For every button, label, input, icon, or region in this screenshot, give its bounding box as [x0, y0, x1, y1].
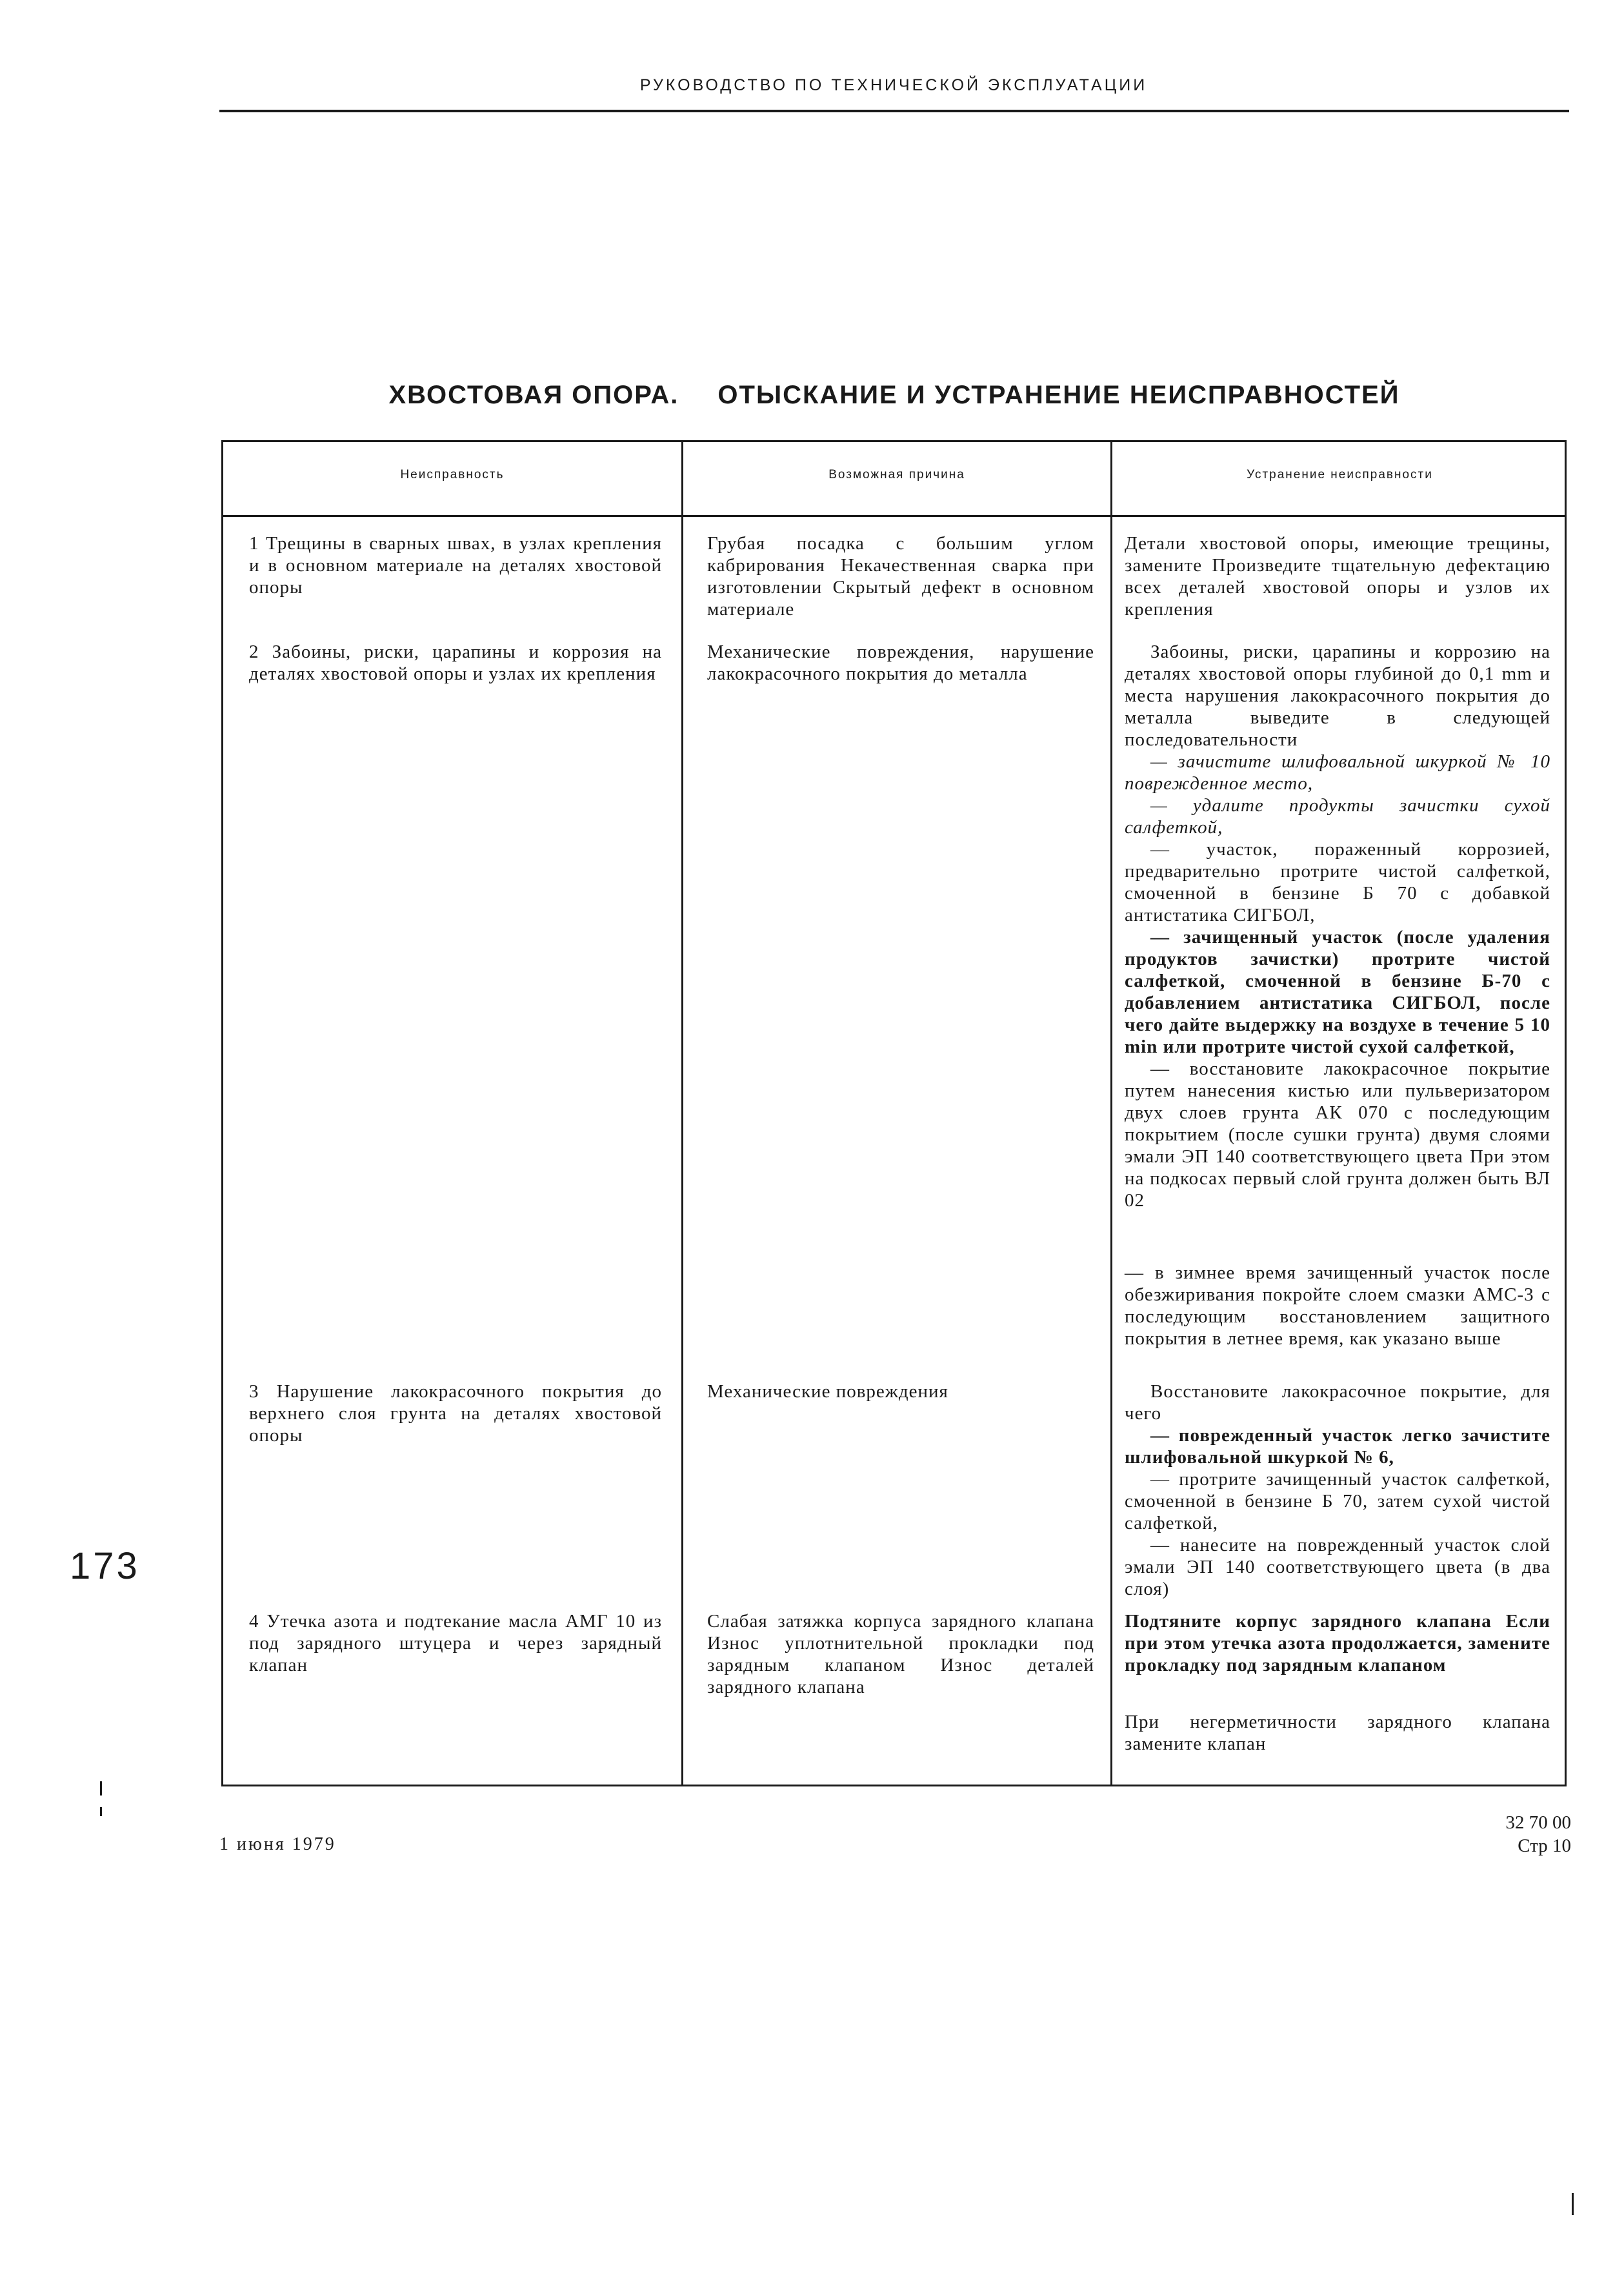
margin-tick — [1572, 2193, 1574, 2215]
header-divider — [223, 515, 1565, 517]
footer-page-number: Стр 10 — [1518, 1836, 1571, 1856]
running-header: РУКОВОДСТВО ПО ТЕХНИЧЕСКОЙ ЭКСПЛУАТАЦИИ — [639, 76, 1148, 94]
row-1-fault: 1 Трещины в сварных швах, в узлах крепления и в основном материале на деталях хвостовой опоры — [249, 533, 662, 598]
row-1-remedy: Детали хвостовой опоры, имеющие трещины, замените Произведите тщательную дефектацию всех деталей хвостовой опоры и узлов их крепления — [1125, 533, 1550, 620]
row-2-remedy-winter: — в зимнее время зачищенный участок после обезжиривания покройте слоем смазки АМС-3 с последующим восстановлением защитного покрытия в летнее время, как указано выше — [1125, 1262, 1550, 1349]
title-part-1: ХВОСТОВАЯ ОПОРА. — [388, 381, 679, 409]
row-3-remedy-intro: Восстановите лакокрасочное покрытие, для чего — [1125, 1381, 1550, 1424]
row-1-cause: Грубая посадка с большим углом кабрирования Некачественная сварка при изготовлении Скрытый дефект в основном материале — [707, 533, 1094, 620]
row-2-remedy — [1125, 641, 1550, 1211]
row-2-remedy-intro: Забоины, риски, царапины и коррозию на деталях хвостовой опоры глубиной до 0,1 mm и места нарушения лакокрасочного покрытия до металла выведите в следующей последовательности — [1125, 642, 1550, 750]
row-2-remedy-step: — удалите продукты зачистки сухой салфеткой, — [1125, 795, 1550, 838]
margin-tick — [100, 1807, 102, 1816]
page-title — [219, 381, 1569, 410]
row-2-remedy-step: — восстановите лакокрасочное покрытие путем нанесения кистью или пульверизатором двух слоев грунта АК 070 с последующим покрытием (после сушки грунта) двумя слоями эмали ЭП 140 соответствующего цвета При этом на подкосах первый слой грунта должен быть ВЛ 02 — [1125, 1058, 1550, 1211]
row-3-remedy-step: — поврежденный участок легко зачистите шлифовальной шкуркой № 6, — [1125, 1425, 1550, 1468]
row-4-cause: Слабая затяжка корпуса зарядного клапана Износ уплотнительной прокладки под зарядным клапаном Износ деталей зарядного клапана — [707, 1611, 1094, 1697]
footer-page-info — [1506, 1811, 1572, 1857]
troubleshooting-table — [221, 440, 1567, 1786]
margin-tick — [100, 1781, 102, 1795]
header-rule — [219, 110, 1569, 112]
row-4-remedy: Подтяните корпус зарядного клапана Если при этом утечка азота продолжается, замените прокладку под зарядным клапаном — [1125, 1611, 1550, 1675]
row-3-remedy — [1125, 1381, 1550, 1600]
row-2-remedy-step: — зачистите шлифовальной шкуркой № 10 поврежденное место, — [1125, 751, 1550, 794]
row-3-remedy-step: — нанесите на поврежденный участок слой эмали ЭП 140 соответствующего цвета (в два слоя) — [1125, 1535, 1550, 1599]
margin-handwritten-mark: 173 — [70, 1545, 140, 1587]
footer-date: 1 июня 1979 — [219, 1834, 336, 1854]
row-2-fault: 2 Забоины, риски, царапины и коррозия на деталях хвостовой опоры и узлах их крепления — [249, 642, 662, 684]
row-4-fault: 4 Утечка азота и подтекание масла АМГ 10 из под зарядного штуцера и через зарядный клапан — [249, 1611, 662, 1675]
column-header-remedy: Устранение неисправности — [1247, 468, 1433, 481]
row-3-cause: Механические повреждения — [707, 1381, 948, 1402]
footer-section-code: 32 70 00 — [1505, 1812, 1571, 1833]
row-3-fault: 3 Нарушение лакокрасочного покрытия до верхнего слоя грунта на деталях хвостовой опоры — [249, 1381, 662, 1446]
column-divider — [1110, 442, 1112, 1785]
column-header-cause: Возможная причина — [828, 468, 965, 481]
row-2-remedy-step: — зачищенный участок (после удаления продуктов зачистки) протрите чистой салфеткой, смоченной в бензине Б-70 с добавлением антистатика СИГБОЛ, после чего дайте выдержку на воздухе в течение 5 10 min или протрите чистой сухой салфеткой, — [1125, 927, 1550, 1057]
row-2-cause: Механические повреждения, нарушение лакокрасочного покрытия до металла — [707, 642, 1094, 684]
row-4-remedy-extra: При негерметичности зарядного клапана замените клапан — [1125, 1712, 1550, 1754]
column-header-fault: Неисправность — [400, 468, 505, 481]
title-part-2: ОТЫСКАНИЕ И УСТРАНЕНИЕ НЕИСПРАВНОСТЕЙ — [717, 381, 1400, 409]
column-divider — [681, 442, 683, 1785]
row-2-remedy-step: — участок, пораженный коррозией, предварительно протрите чистой салфеткой, смоченной в бензине Б 70 с добавкой антистатика СИГБОЛ, — [1125, 839, 1550, 926]
row-3-remedy-step: — протрите зачищенный участок салфеткой, смоченной в бензине Б 70, затем сухой чистой салфеткой, — [1125, 1469, 1550, 1533]
